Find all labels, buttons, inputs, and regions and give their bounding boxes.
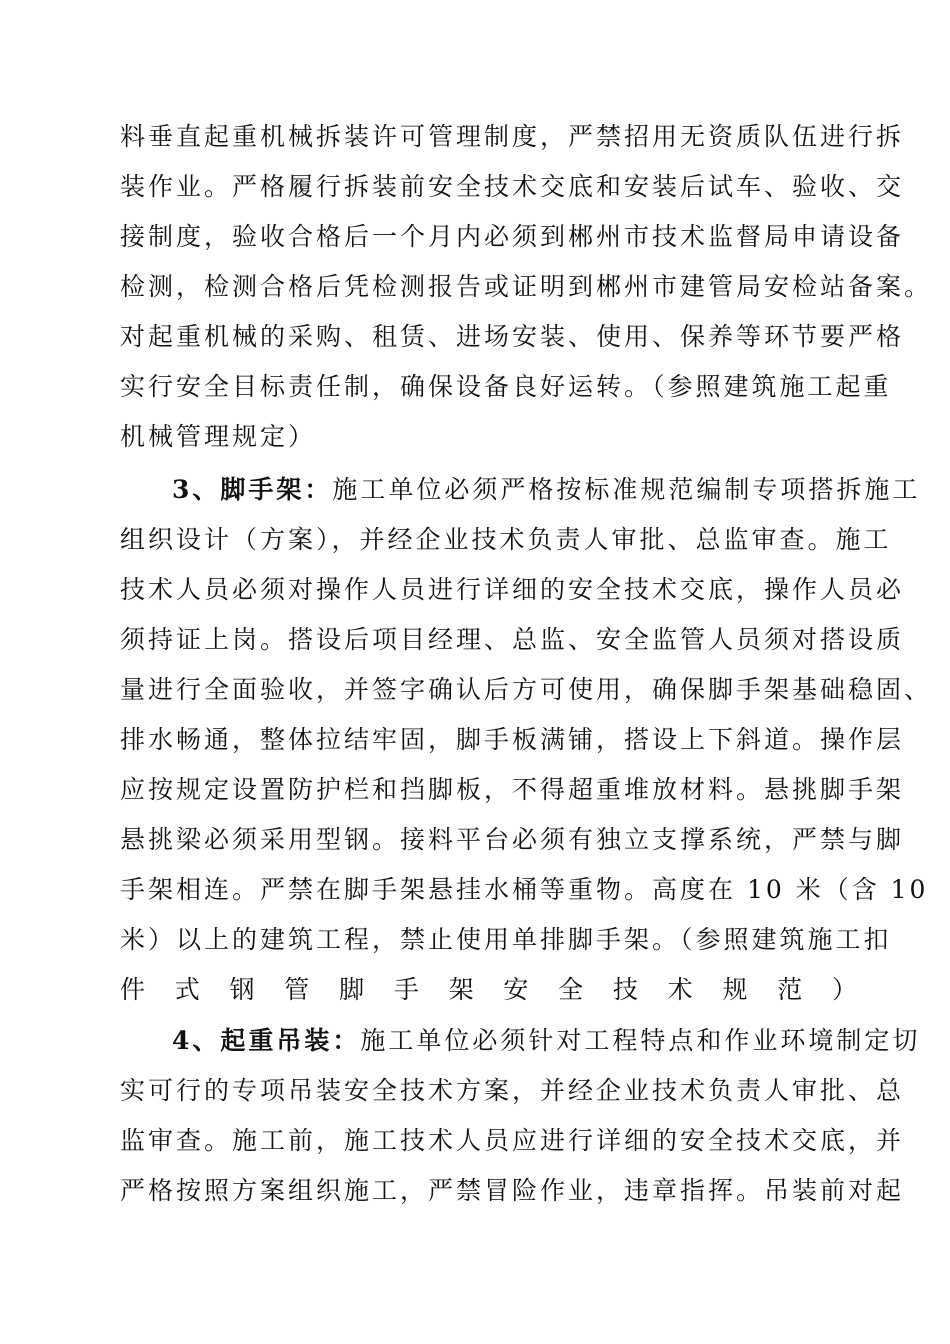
paragraph-line: 检测，检测合格后凭检测报告或证明到郴州市建管局安检站备案。 — [120, 272, 933, 301]
paragraph-line: 应按规定设置防护栏和挡脚板，不得超重堆放材料。悬挑脚手架 — [120, 775, 905, 804]
paragraph-line: 机械管理规定） — [120, 422, 317, 451]
paragraph-line: 悬挑梁必须采用型钢。接料平台必须有独立支撑系统，严禁与脚 — [120, 825, 905, 854]
paragraph-line: 实可行的专项吊装安全技术方案，并经企业技术负责人审批、总 — [120, 1076, 905, 1105]
paragraph-line: 接制度，验收合格后一个月内必须到郴州市技术监督局申请设备 — [120, 222, 905, 251]
paragraph-line: 手架相连。严禁在脚手架悬挂水桶等重物。高度在 10 米（含 10 — [120, 875, 929, 904]
paragraph-line: 实行安全目标责任制，确保设备良好运转。（参照建筑施工起重 — [120, 372, 892, 401]
paragraph-line: 米）以上的建筑工程，禁止使用单排脚手架。（参照建筑施工扣 — [120, 925, 892, 954]
section-4-heading: 4、起重吊装： — [172, 1026, 361, 1055]
paragraph-line: 排水畅通，整体拉结牢固，脚手板满铺，搭设上下斜道。操作层 — [120, 725, 905, 754]
paragraph-line: 装作业。严格履行拆装前安全技术交底和安装后试车、验收、交 — [120, 172, 905, 201]
paragraph-line: 对起重机械的采购、租赁、进场安装、使用、保养等环节要严格 — [120, 322, 905, 351]
paragraph-line: 技术人员必须对操作人员进行详细的安全技术交底，操作人员必 — [120, 575, 905, 604]
paragraph-line: 量进行全面验收，并签字确认后方可使用，确保脚手架基础稳固、 — [120, 675, 933, 704]
section-4-first-line — [172, 1021, 921, 1061]
section-3-first-text: 施工单位必须严格按标准规范编制专项搭拆施工 — [332, 475, 921, 504]
paragraph-line: 须持证上岗。搭设后项目经理、总监、安全监管人员须对搭设质 — [120, 625, 905, 654]
paragraph-line: 严格按照方案组织施工，严禁冒险作业，违章指挥。吊装前对起 — [120, 1176, 905, 1205]
paragraph-line: 件式钢管脚手架安全技术规范） — [120, 975, 860, 1004]
section-3-first-line — [172, 470, 921, 510]
paragraph-line: 料垂直起重机械拆装许可管理制度，严禁招用无资质队伍进行拆 — [120, 122, 905, 151]
section-4-first-text: 施工单位必须针对工程特点和作业环境制定切 — [360, 1026, 921, 1055]
paragraph-line: 组织设计（方案），并经企业技术负责人审批、总监审查。施工 — [120, 525, 892, 554]
section-3-heading: 3、脚手架： — [172, 475, 333, 504]
paragraph-line: 监审查。施工前，施工技术人员应进行详细的安全技术交底，并 — [120, 1126, 905, 1155]
